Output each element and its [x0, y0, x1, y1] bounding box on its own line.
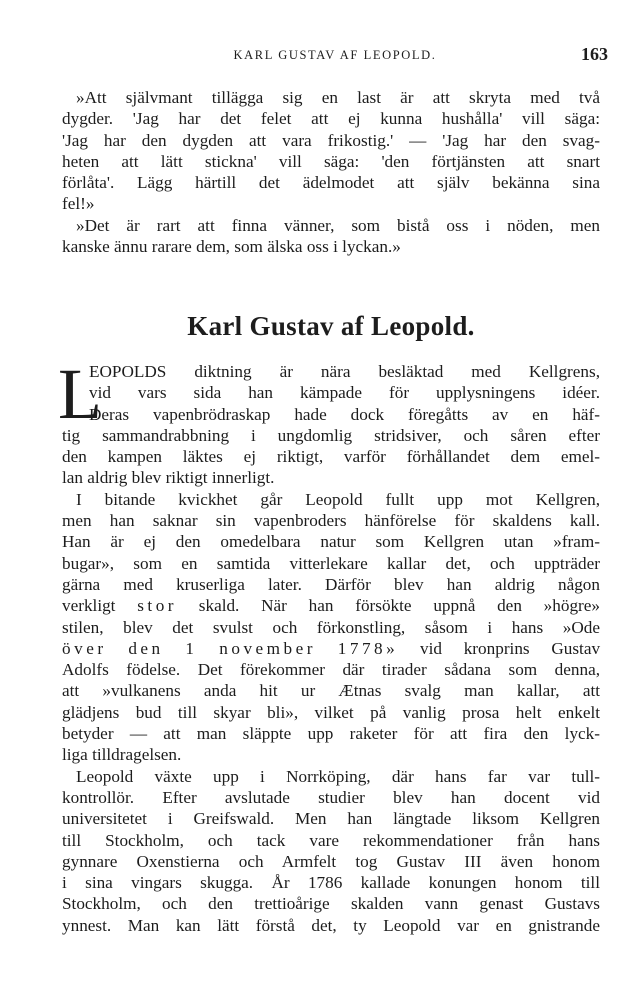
text-fragment: skald. När han försökte uppnå den »högre»: [198, 596, 600, 616]
drop-cap: L: [58, 354, 102, 434]
text-line: Deras vapenbrödraskap hade dock föregåtts av en häf-: [89, 404, 600, 424]
text-line: stilen, blev det svulst och förkonstling, såsom i hans »Ode: [62, 617, 600, 637]
text-line: gärna med kruserliga later. Därför blev han aldrig någon: [62, 574, 600, 594]
text-line: tig sammandrabbning i ungdomlig stridsiver, och såren efter: [62, 425, 600, 445]
text-line: fel!»: [62, 194, 95, 214]
spaced-text: november: [219, 638, 316, 658]
text-line: liga tilldragelsen.: [62, 745, 182, 765]
spaced-text: 1778»: [337, 638, 399, 658]
text-line: glädjens bud till skyar bli», vilket på vanlig prosa helt enkelt: [62, 702, 600, 722]
spaced-text: stor: [137, 596, 178, 616]
spaced-text: den: [128, 638, 164, 658]
page-number: 163: [581, 44, 608, 64]
text-line: Leopold växte upp i Norrköping, där hans far var tull-: [76, 766, 600, 786]
text-line: Stockholm, och den trettioårige skalden vann genast Gustavs: [62, 894, 600, 914]
text-line: gynnare Oxenstierna och Armfelt tog Gustav III även honom: [62, 851, 600, 871]
text-line: Han är ej den omedelbara natur som Kellgren utan »fram-: [62, 532, 600, 552]
text-line: att »vulkanens anda hit ur Ætnas svalg man kallar, att: [62, 681, 600, 701]
text-line: betyder — att man släppte upp raketer för att fira den lyck-: [62, 724, 600, 744]
text-line: den kampen läktes ej riktigt, varför förhållandet dem emel-: [62, 447, 600, 467]
text-line: till Stockholm, och tack vare rekommendationer från hans: [62, 830, 600, 850]
text-line: bugar», som en samtida vitterlekare kallar det, och uppträder: [62, 553, 600, 573]
running-head: [62, 44, 608, 68]
spaced-text: 1: [185, 638, 198, 658]
text-line: 'Jag har den dygden att vara frikostig.' — 'Jag har den svag-: [62, 130, 600, 150]
text-fragment: vid kronprins Gustav: [420, 638, 601, 658]
chapter-heading: Karl Gustav af Leopold.: [187, 311, 475, 341]
text-line: universitetet i Greifswald. Men han längtade liksom Kellgren: [62, 809, 600, 829]
text-line: lan aldrig blev riktigt innerligt.: [62, 468, 275, 488]
text-line: förlåta'. Lägg härtill det ädelmodet att själv bekänna sina: [62, 173, 600, 193]
text-line: heten att lätt stickna' vill säga: 'den förtjänsten att snart: [62, 151, 600, 171]
text-line: Adolfs födelse. Det förekommer där tirader sådana som denna,: [62, 660, 600, 680]
text-line: I bitande kvickhet går Leopold fullt upp mot Kellgren,: [76, 489, 600, 509]
text-line: vid vars sida han kämpade för upplysningens idéer.: [89, 383, 600, 403]
text-line: [62, 638, 600, 659]
text-line: »Det är rart att finna vänner, som bistå oss i nöden, men: [76, 215, 600, 235]
intro-quotes: [62, 87, 600, 257]
text-line: »Att självmant tillägga sig en last är att skryta med två: [76, 88, 600, 107]
text-line: [62, 595, 600, 616]
text-line: kanske ännu rarare dem, som älska oss i lyckan.»: [62, 237, 401, 257]
text-line: kontrollör. Efter avslutade studier blev han docent vid: [62, 787, 600, 807]
text-fragment: verkligt: [62, 596, 116, 616]
text-line: dygder. 'Jag har det felet att ej kunna hushålla' vill säga:: [62, 109, 600, 129]
chapter-body: [58, 354, 601, 936]
spaced-text: över: [62, 638, 107, 658]
text-line: ynnest. Man kan lätt förstå det, ty Leopold var en gnistrande: [62, 915, 600, 935]
text-line: men han saknar sin vapenbroders hänförelse för skaldens kall.: [62, 511, 600, 531]
text-line: EOPOLDS diktning är nära besläktad med Kellgrens,: [89, 362, 600, 381]
text-line: i sina vingars skugga. År 1786 kallade konungen honom till: [62, 873, 600, 893]
running-title: KARL GUSTAV AF LEOPOLD.: [233, 48, 437, 62]
